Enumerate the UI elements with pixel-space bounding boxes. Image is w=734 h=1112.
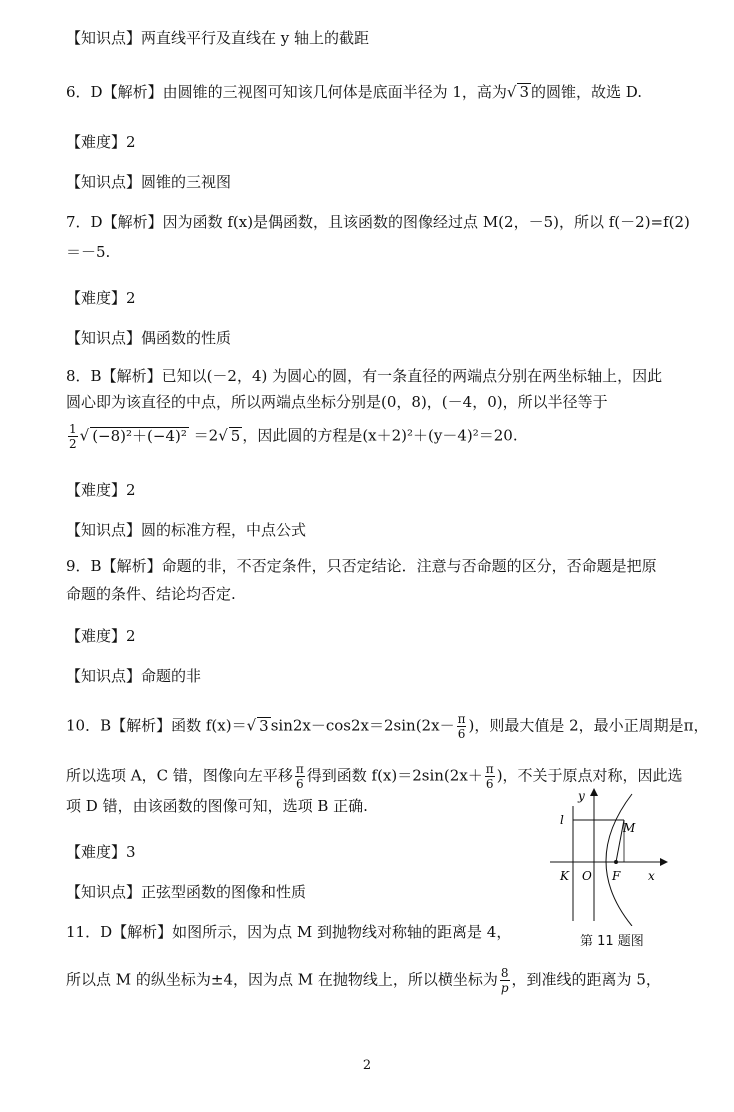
knowledge-point-6: 【知识点】圆锥的三视图 bbox=[66, 173, 232, 191]
knowledge-point-10: 【知识点】正弦型函数的图像和性质 bbox=[66, 883, 307, 901]
knowledge-point-5: 【知识点】两直线平行及直线在 y 轴上的截距 bbox=[66, 29, 370, 47]
answer-7-line2: ＝－5. bbox=[66, 243, 111, 261]
knowledge-point-7: 【知识点】偶函数的性质 bbox=[66, 329, 232, 347]
label-m: M bbox=[623, 821, 636, 835]
figure-caption: 第 11 题图 bbox=[580, 934, 644, 949]
answer-9-line1: 9．B【解析】命题的非，不否定条件，只否定结论．注意与否命题的区分，否命题是把原 bbox=[66, 557, 657, 575]
label-x: x bbox=[648, 869, 655, 883]
answer-8-line1: 8．B【解析】已知以(－2，4) 为圆心的圆，有一条直径的两端点分别在两坐标轴上，因此 bbox=[66, 367, 663, 385]
difficulty-10: 【难度】3 bbox=[66, 843, 136, 861]
parabola-curve bbox=[606, 794, 632, 926]
label-f: F bbox=[612, 869, 621, 883]
answer-10-line2: 所以选项 A，C 错，图像向左平移 $\frac{\pi}{6}$ 得到函数 f(x)＝2sin(2x＋ $\frac{\pi}{6}$ )，不关于原点对称，因此选 bbox=[66, 762, 683, 791]
page-number: 2 bbox=[362, 1058, 372, 1073]
answer-10-line3: 项 D 错，由该函数的图像可知，选项 B 正确. bbox=[66, 797, 368, 815]
difficulty-7: 【难度】2 bbox=[66, 289, 136, 307]
answer-7-line1: 7．D【解析】因为函数 f(x)是偶函数，且该函数的图像经过点 M(2，－5)，所以 f(－2)=f(2) bbox=[66, 213, 690, 231]
point-f bbox=[614, 860, 618, 864]
y-axis-arrow bbox=[590, 788, 598, 796]
label-k: K bbox=[560, 869, 569, 883]
answer-9-line2: 命题的条件、结论均否定. bbox=[66, 585, 236, 603]
label-l: l bbox=[560, 813, 564, 827]
answer-10-line1: 10．B【解析】函数 f(x)＝√ 3 sin2x－cos2x＝2sin(2x－ $\frac{\pi}{6}$ )，则最大值是 2，最小正周期是π， bbox=[66, 712, 709, 741]
label-o: O bbox=[582, 869, 592, 883]
label-y: y bbox=[578, 789, 585, 803]
answer-6: 6．D【解析】由圆锥的三视图可知该几何体是底面半径为 1，高为√ 3 的圆锥，故选 D. bbox=[66, 83, 643, 101]
answer-11-line1: 11．D【解析】如图所示，因为点 M 到抛物线对称轴的距离是 4， bbox=[66, 923, 512, 941]
knowledge-point-9: 【知识点】命题的非 bbox=[66, 667, 202, 685]
answer-11-line2: 所以点 M 的纵坐标为±4，因为点 M 在抛物线上，所以横坐标为 $\frac{8}{p}$ ，到准线的距离为 5， bbox=[66, 966, 661, 995]
answer-8-line3: $\frac{1}{2}$ √ (−8)²＋(−4)² ＝2√ 5 ，因此圆的方程是(x＋2)²＋(y－4)²＝20. bbox=[69, 422, 518, 451]
parabola-figure bbox=[540, 786, 670, 926]
difficulty-6: 【难度】2 bbox=[66, 133, 136, 151]
x-axis-arrow bbox=[660, 858, 668, 866]
answer-8-line2: 圆心即为该直径的中点，所以两端点坐标分别是(0，8)，(－4，0)，所以半径等于 bbox=[66, 393, 608, 411]
difficulty-8: 【难度】2 bbox=[66, 481, 136, 499]
difficulty-9: 【难度】2 bbox=[66, 627, 136, 645]
knowledge-point-8: 【知识点】圆的标准方程，中点公式 bbox=[66, 521, 307, 539]
